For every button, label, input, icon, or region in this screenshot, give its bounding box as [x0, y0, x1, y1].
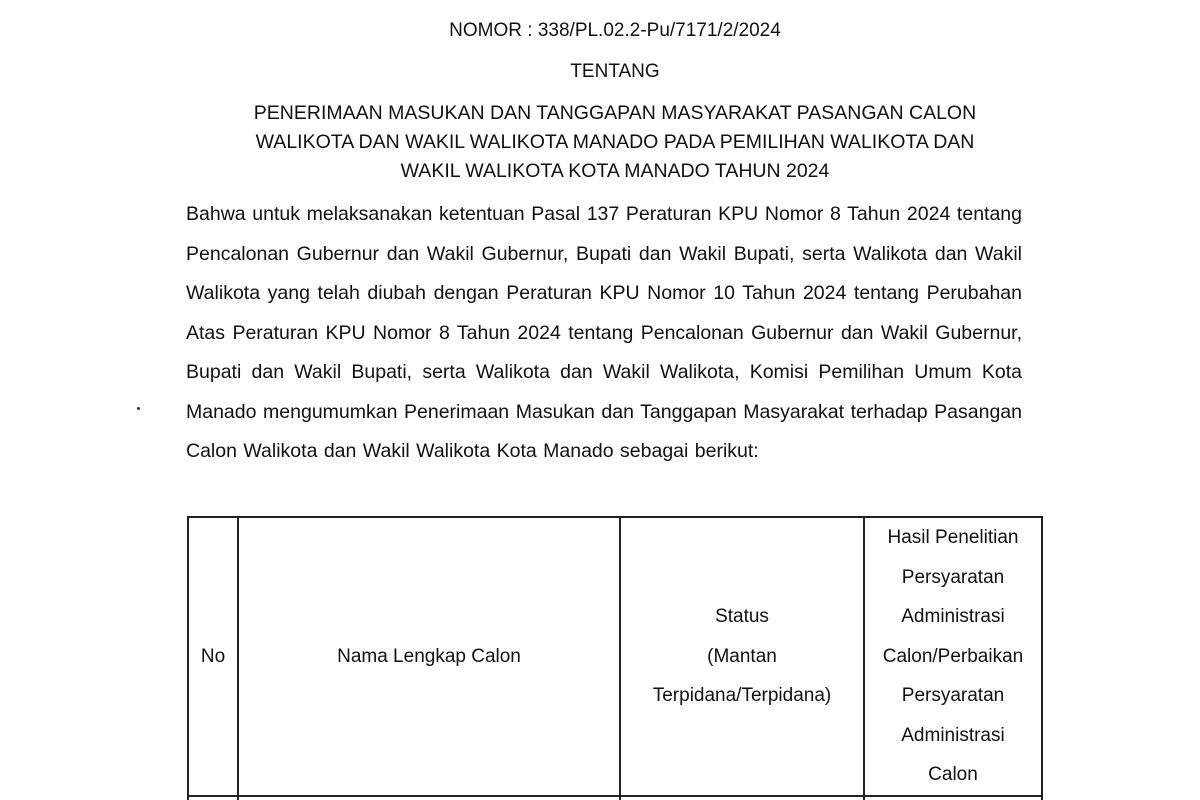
header-status-line-2: (Mantan — [707, 645, 777, 667]
header-hasil-line-5: Persyaratan — [901, 685, 1005, 706]
header-status-line-3: Terpidana/Terpidana) — [652, 685, 832, 706]
candidate-table — [187, 516, 1043, 800]
table-cell-hasil — [864, 796, 1042, 800]
body-paragraph: Bahwa untuk melaksanakan ketentuan Pasal 137 Peraturan KPU Nomor 8 Tahun 2024 tentang Pencalonan Gubernur dan Wakil Gubernur, Bupati dan Wakil Bupati, serta Walikota dan Wakil Walikota yang telah diubah dengan Peraturan KPU Nomor 10 Tahun 2024 tentang Perubahan Atas Peraturan KPU Nomor 8 Tahun 2024 tentang Pencalonan Gubernur dan Wakil Gubernur, Bupati dan Wakil Bupati, serta Walikota dan Wakil Walikota, Komisi Pemilihan Umum Kota Manado mengumumkan Penerimaan Masukan dan Tanggapan Masyarakat terhadap Pasangan Calon Walikota dan Wakil Walikota Kota Manado sebagai berikut: — [186, 203, 1022, 462]
table-row — [188, 796, 1042, 800]
header-hasil-line-2: Persyaratan — [901, 566, 1005, 588]
tentang-heading: TENTANG — [570, 61, 660, 82]
subject-line-1: PENERIMAAN MASUKAN DAN TANGGAPAN MASYARAKAT PASANGAN CALON — [253, 102, 977, 124]
header-hasil-penelitian — [864, 517, 1042, 796]
document-number: NOMOR : 338/PL.02.2-Pu/7171/2/2024 — [449, 20, 781, 41]
header-hasil-line-1: Hasil Penelitian — [887, 527, 1019, 548]
header-hasil-line-7: Calon — [928, 764, 978, 785]
subject-line-2: WALIKOTA DAN WAKIL WALIKOTA MANADO PADA PEMILIHAN WALIKOTA DAN — [255, 131, 975, 153]
table-cell-nama — [238, 796, 620, 800]
header-hasil-line-6: Administrasi — [901, 724, 1005, 746]
subject-heading — [170, 99, 1060, 186]
header-status-line-1: Status — [715, 606, 769, 627]
subject-line-3: WAKIL WALIKOTA KOTA MANADO TAHUN 2024 — [400, 160, 830, 182]
header-nama-lengkap: Nama Lengkap Calon — [238, 517, 620, 796]
table-header-row — [188, 517, 1042, 796]
header-no: No — [188, 517, 238, 796]
table-cell-status — [620, 796, 864, 800]
header-status — [620, 517, 864, 796]
header-hasil-line-4: Calon/Perbaikan — [882, 645, 1024, 667]
header-hasil-line-3: Administrasi — [901, 606, 1005, 627]
table-cell-no — [188, 796, 238, 800]
scan-speck — [137, 407, 140, 410]
